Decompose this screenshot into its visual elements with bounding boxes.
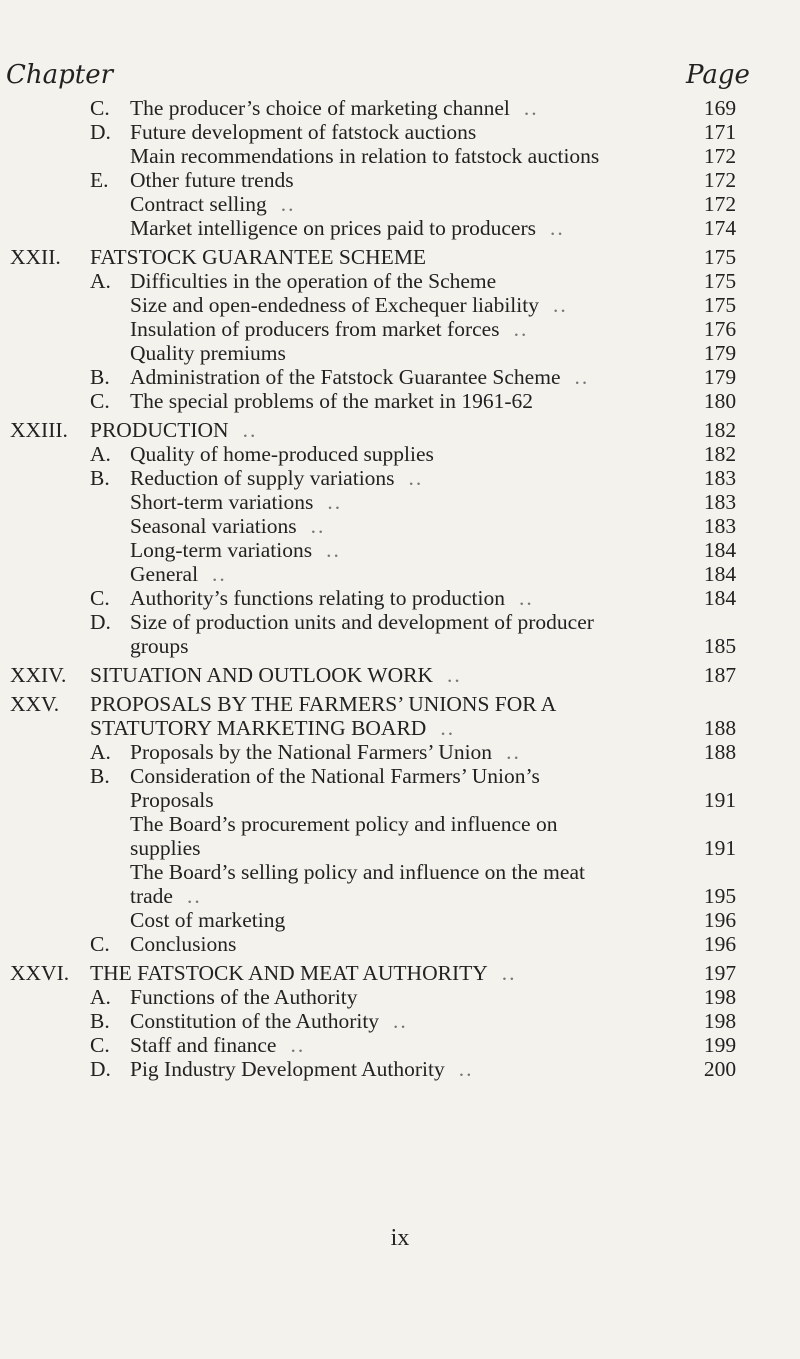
page-ref: 174 (703, 216, 737, 240)
toc-row (0, 317, 800, 341)
leader-dots: .. (458, 1057, 474, 1081)
section-title: Size of production units and development of producer (130, 610, 594, 634)
section-title: Seasonal variations (130, 514, 297, 538)
page-ref: 172 (703, 168, 737, 192)
section-title: Insulation of producers from market forces (130, 317, 500, 341)
section-title: Conclusions (130, 932, 237, 956)
chapter-column-header: Chapter (6, 60, 114, 90)
page-ref: 197 (703, 961, 737, 985)
toc-row (0, 245, 800, 269)
leader-dots: .. (552, 293, 568, 317)
page-ref: 188 (703, 740, 737, 764)
toc-row (0, 269, 800, 293)
page-ref: 169 (703, 96, 737, 120)
section-letter: B. (90, 764, 110, 788)
toc-row (0, 216, 800, 240)
section-letter: D. (90, 120, 111, 144)
chapter-number: XXVI. (10, 961, 70, 985)
page-ref: 184 (703, 562, 737, 586)
section-title: Functions of the Authority (130, 985, 358, 1009)
leader-dots: .. (212, 562, 227, 586)
section-title: Proposals by the National Farmers’ Union (130, 740, 493, 764)
page-ref: 200 (703, 1057, 737, 1081)
toc-row (0, 884, 800, 908)
leader-dots: .. (519, 586, 534, 610)
page-ref: 175 (703, 269, 737, 293)
toc-row (0, 692, 800, 716)
toc-row (0, 1057, 800, 1081)
toc-row (0, 836, 800, 860)
section-title: STATUTORY MARKETING BOARD (90, 716, 427, 740)
page-ref: 179 (703, 365, 737, 389)
leader-dots: .. (446, 663, 462, 687)
chapter-title: SITUATION AND OUTLOOK WORK (90, 663, 433, 687)
leader-dots: .. (506, 740, 521, 764)
page-ref: 184 (703, 538, 737, 562)
section-title: Contract selling (130, 192, 267, 216)
section-title: The Board’s procurement policy and influence on (130, 812, 558, 836)
toc-row (0, 466, 800, 490)
toc-row (0, 985, 800, 1009)
leader-dots: .. (408, 466, 424, 490)
toc-row (0, 514, 800, 538)
toc-row (0, 365, 800, 389)
page-ref: 191 (703, 836, 737, 860)
page-ref: 199 (703, 1033, 737, 1057)
toc-row (0, 389, 800, 413)
toc-row (0, 96, 800, 120)
section-title: Reduction of supply variations (130, 466, 395, 490)
section-letter: C. (90, 96, 110, 120)
chapter-title: PRODUCTION (90, 418, 229, 442)
section-title: supplies (130, 836, 201, 860)
section-title: General (130, 562, 199, 586)
toc-row (0, 634, 800, 658)
toc-row (0, 120, 800, 144)
page-ref: 195 (703, 884, 737, 908)
section-letter: C. (90, 932, 110, 956)
page-ref: 172 (703, 192, 737, 216)
page-ref: 198 (703, 1009, 737, 1033)
page-ref: 179 (703, 341, 737, 365)
section-letter: C. (90, 586, 110, 610)
section-title: Short-term variations (130, 490, 314, 514)
toc-row (0, 192, 800, 216)
section-title: Administration of the Fatstock Guarantee Scheme (130, 365, 561, 389)
page-ref: 187 (703, 663, 737, 687)
section-letter: A. (90, 442, 111, 466)
section-title: The Board’s selling policy and influence on the meat (130, 860, 585, 884)
section-letter: B. (90, 1009, 110, 1033)
section-title: trade (130, 884, 173, 908)
leader-dots: .. (501, 961, 517, 985)
leader-dots: .. (513, 317, 529, 341)
toc-row (0, 788, 800, 812)
toc-row (0, 961, 800, 985)
section-title: Market intelligence on prices paid to producers (130, 216, 536, 240)
table-of-contents (0, 96, 800, 1081)
page-ref: 183 (703, 466, 737, 490)
toc-row (0, 740, 800, 764)
page-ref: 184 (703, 586, 737, 610)
leader-dots: .. (574, 365, 590, 389)
page-ref: 180 (703, 389, 737, 413)
leader-dots: .. (393, 1009, 408, 1033)
toc-row (0, 610, 800, 634)
page-ref: 191 (703, 788, 737, 812)
toc-row (0, 293, 800, 317)
page-column-header: Page (686, 60, 750, 90)
toc-row (0, 490, 800, 514)
leader-dots: .. (523, 96, 539, 120)
toc-row (0, 144, 800, 168)
leader-dots: .. (242, 418, 258, 442)
toc-row (0, 442, 800, 466)
leader-dots: .. (440, 716, 456, 740)
toc-row (0, 538, 800, 562)
section-title: Difficulties in the operation of the Scheme (130, 269, 497, 293)
chapter-number: XXIII. (10, 418, 68, 442)
leader-dots: .. (290, 1033, 306, 1057)
toc-row (0, 341, 800, 365)
section-letter: A. (90, 740, 111, 764)
leader-dots: .. (549, 216, 565, 240)
toc-row (0, 1033, 800, 1057)
toc-row (0, 860, 800, 884)
toc-row (0, 562, 800, 586)
section-title: Pig Industry Development Authority (130, 1057, 445, 1081)
chapter-number: XXII. (10, 245, 61, 269)
section-title: The special problems of the market in 1961-62 (130, 389, 534, 413)
section-title: Size and open-endedness of Exchequer liability (130, 293, 539, 317)
leader-dots: .. (326, 538, 341, 562)
section-letter: C. (90, 1033, 110, 1057)
page-ref: 176 (703, 317, 737, 341)
section-title: Staff and finance (130, 1033, 277, 1057)
chapter-title: PROPOSALS BY THE FARMERS’ UNIONS FOR A (90, 692, 557, 716)
toc-row (0, 1009, 800, 1033)
chapter-title: THE FATSTOCK AND MEAT AUTHORITY (90, 961, 488, 985)
toc-row (0, 764, 800, 788)
section-title: The producer’s choice of marketing channel (130, 96, 510, 120)
leader-dots: .. (310, 514, 326, 538)
chapter-number: XXV. (10, 692, 60, 716)
toc-row (0, 663, 800, 687)
page-ref: 196 (703, 932, 737, 956)
section-title: Proposals (130, 788, 214, 812)
section-letter: E. (90, 168, 109, 192)
section-title: Long-term variations (130, 538, 313, 562)
page-ref: 188 (703, 716, 737, 740)
section-title: Cost of marketing (130, 908, 286, 932)
section-letter: C. (90, 389, 110, 413)
toc-row (0, 716, 800, 740)
leader-dots: .. (280, 192, 296, 216)
section-letter: A. (90, 269, 111, 293)
section-title: Consideration of the National Farmers’ Union’s (130, 764, 540, 788)
page-ref: 183 (703, 514, 737, 538)
page-ref: 171 (703, 120, 737, 144)
toc-row (0, 932, 800, 956)
page-ref: 183 (703, 490, 737, 514)
chapter-number: XXIV. (10, 663, 67, 687)
toc-row (0, 908, 800, 932)
page-number: ix (390, 1225, 410, 1251)
toc-row (0, 418, 800, 442)
page-ref: 198 (703, 985, 737, 1009)
page-ref: 175 (703, 293, 737, 317)
section-title: Main recommendations in relation to fatstock auctions (130, 144, 600, 168)
page-ref: 185 (703, 634, 737, 658)
section-title: Other future trends (130, 168, 294, 192)
section-letter: B. (90, 365, 110, 389)
page-ref: 196 (703, 908, 737, 932)
page-ref: 182 (703, 442, 737, 466)
section-letter: D. (90, 610, 111, 634)
section-title: groups (130, 634, 189, 658)
toc-row (0, 586, 800, 610)
section-title: Quality of home-produced supplies (130, 442, 434, 466)
leader-dots: .. (327, 490, 343, 514)
page-ref: 172 (703, 144, 737, 168)
section-letter: D. (90, 1057, 111, 1081)
section-letter: B. (90, 466, 110, 490)
leader-dots: .. (186, 884, 202, 908)
toc-row (0, 812, 800, 836)
page-ref: 182 (703, 418, 737, 442)
page-ref: 175 (703, 245, 737, 269)
section-title: Constitution of the Authority (130, 1009, 380, 1033)
section-title: Authority’s functions relating to production (130, 586, 506, 610)
toc-row (0, 168, 800, 192)
section-letter: A. (90, 985, 111, 1009)
section-title: Future development of fatstock auctions (130, 120, 477, 144)
section-title: Quality premiums (130, 341, 286, 365)
chapter-title: FATSTOCK GUARANTEE SCHEME (90, 245, 427, 269)
